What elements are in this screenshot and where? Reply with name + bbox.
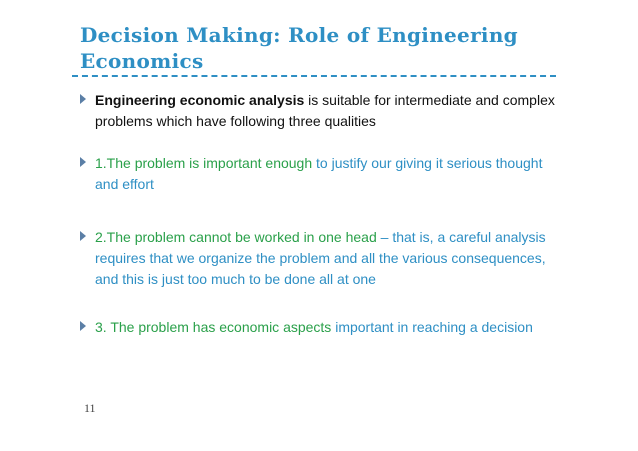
bullet-text-emphasis: Engineering economic analysis — [95, 92, 305, 108]
bullet-text-body: is suitable for intermediate and complex problems which have following three qualities — [95, 92, 555, 129]
bullet-text-blue: important in reaching a decision — [331, 319, 533, 335]
bullet-item — [80, 317, 560, 338]
bullet-text — [95, 90, 560, 132]
bullet-text-blue: to justify our giving it serious thought and effort — [95, 155, 543, 192]
triangle-bullet-icon — [80, 157, 86, 167]
bullet-text-green: 2.The problem cannot be worked in one head — [95, 229, 377, 245]
bullet-text-green: 3. The problem has economic aspects — [95, 319, 332, 335]
bullet-text — [95, 153, 560, 195]
slide-title: Decision Making: Role of Engineering Economics — [80, 23, 518, 73]
triangle-bullet-icon — [80, 231, 86, 241]
bullet-item — [80, 153, 560, 195]
bullet-text — [95, 227, 560, 290]
bullet-text — [95, 317, 560, 338]
bullet-item — [80, 227, 560, 290]
triangle-bullet-icon — [80, 94, 86, 104]
bullet-item — [80, 90, 560, 132]
bullet-text-blue: – that is, a careful analysis requires that we organize the problem and all the various consequences, and this is just too much to be done all at one — [95, 229, 546, 287]
triangle-bullet-icon — [80, 321, 86, 331]
title-divider — [72, 75, 556, 77]
bullet-text-green: 1.The problem is important enough — [95, 155, 313, 171]
page-number: 11 — [84, 401, 96, 415]
